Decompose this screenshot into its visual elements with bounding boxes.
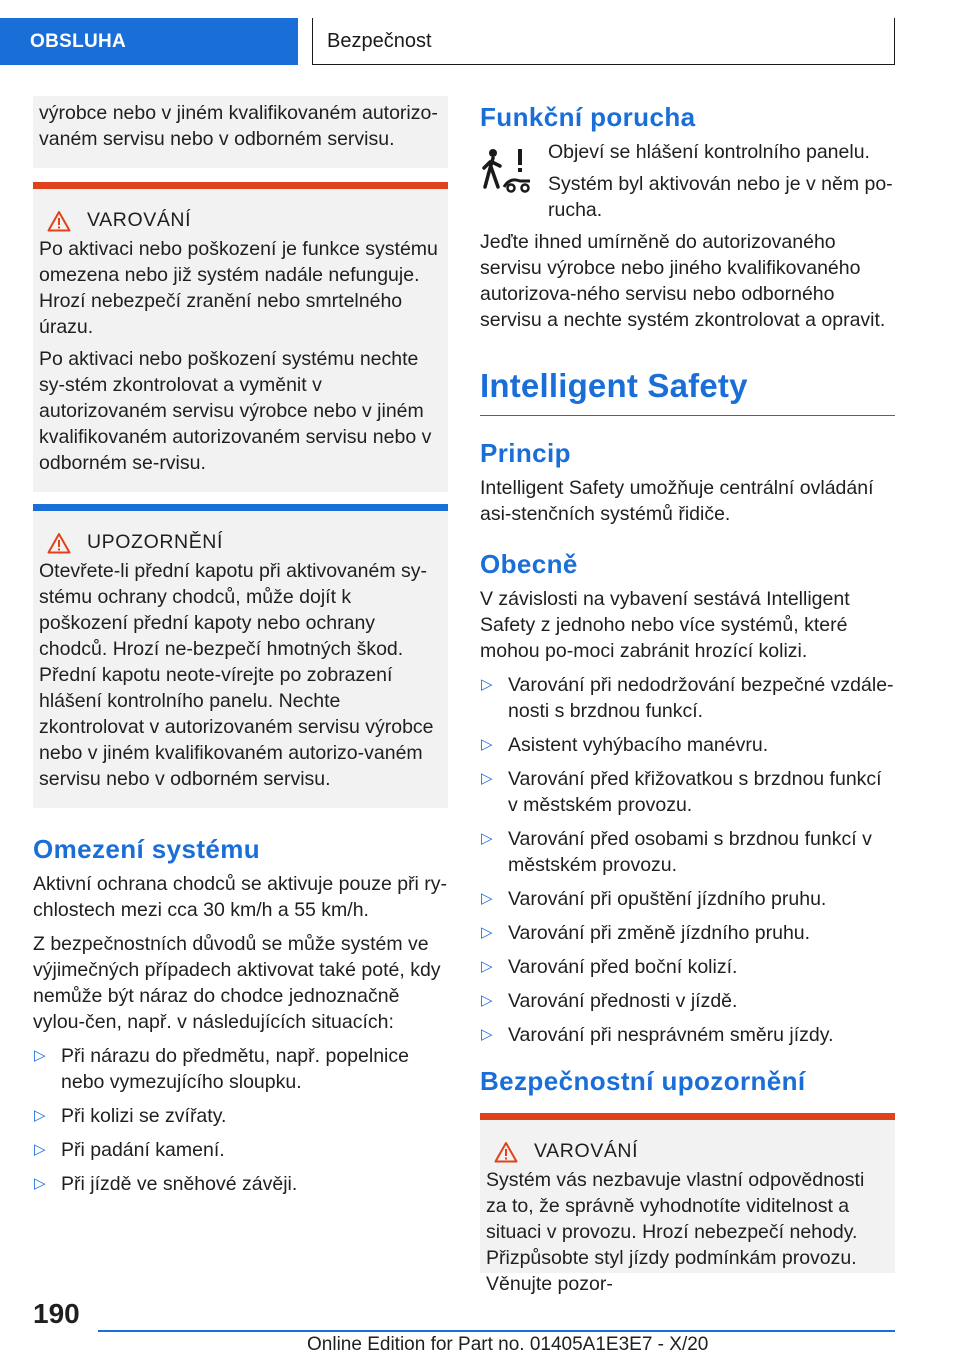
list-item [480, 1022, 895, 1048]
warning-paragraph: Po aktivaci nebo poškození je funkce systému omezena nebo již systém nadále nefunguje. Hrozí nebezpečí zranění nebo smrtelného úrazu. [39, 238, 438, 338]
safety-warning-paragraph: Systém vás nezbavuje vlastní odpovědnosti za to, že správně vyhodnotíte viditelnost a situaci v provozu. Hrozí nebezpečí nehody. Přizpůsobte styl jízdy podmínkám provozu. Věnujte pozor- [486, 1169, 865, 1295]
main-heading: Intelligent Safety [480, 367, 895, 416]
warning-triangle-icon [494, 1141, 518, 1163]
warning-box [33, 182, 448, 492]
triangle-bullet-icon: ▷ [481, 992, 493, 1009]
left-column [33, 96, 448, 1205]
list-item-text: Varování před osobami s brzdnou funkcí v městském provozu. [508, 828, 872, 876]
list-item [33, 1043, 448, 1095]
fault-indicator-row [480, 139, 895, 223]
right-column [480, 102, 895, 1295]
triangle-bullet-icon: ▷ [481, 676, 493, 693]
list-item-text: Varování při nesprávném směru jízdy. [508, 1024, 834, 1046]
list-item [480, 920, 895, 946]
caution-paragraph: Otevřete-li přední kapotu při aktivovaném sy-stému ochrany chodců, může dojít k poškození přední kapoty nebo ochrany chodců. Hrozí ne-bezpečí hmotných škod. Přední kapotu neote-vírejte po zobrazení hlášení kontrolního panelu. Nechte zkontrolovat v autorizovaném servisu výrobce nebo v jiném kvalifikovaném autorizo-vaném servisu nebo v odborném servisu. [39, 560, 434, 790]
limits-heading: Omezení systému [33, 834, 261, 864]
list-item-text: Asistent vyhýbacího manévru. [508, 734, 769, 756]
caution-box [33, 504, 448, 808]
general-paragraph: V závislosti na vybavení sestává Intelligent Safety z jednoho nebo více systémů, které mohou po-moci zabránit hrozící kolizi. [480, 588, 850, 662]
list-item [480, 886, 895, 912]
limits-list [33, 1043, 448, 1197]
fault-paragraph: Jeďte ihned umírněně do autorizovaného servisu výrobce nebo jiného kvalifikovaného autorizova-ného servisu nebo odborného servisu a nechte systém zkontrolovat a opravit. [480, 231, 886, 331]
list-item-text: Při jízdě ve sněhové závěji. [61, 1173, 298, 1195]
list-item-text: Varování při změně jízdního pruhu. [508, 922, 811, 944]
list-item-text: Varování před boční kolizí. [508, 956, 738, 978]
general-heading: Obecně [480, 549, 578, 579]
list-item-text: Varování při nedodržování bezpečné vzdále-nosti s brzdnou funkcí. [508, 674, 894, 722]
list-item [33, 1171, 448, 1197]
limits-paragraph: Z bezpečnostních důvodů se může systém ve výjimečných případech aktivovat také poté, kdy nemůže být náraz do chodce jednoznačně vylou-čen, např. v následujících situacích: [33, 933, 441, 1033]
caution-title: UPOZORNĚNÍ [87, 531, 224, 553]
list-item-text: Varování při opuštění jízdního pruhu. [508, 888, 827, 910]
list-item-text: Při nárazu do předmětu, např. popelnice nebo vymezujícího sloupku. [61, 1045, 409, 1093]
list-item [480, 732, 895, 758]
triangle-bullet-icon: ▷ [481, 958, 493, 975]
triangle-bullet-icon: ▷ [481, 830, 493, 847]
safety-warning-box [480, 1113, 895, 1295]
triangle-bullet-icon: ▷ [34, 1141, 46, 1158]
fault-heading: Funkční porucha [480, 102, 696, 132]
warning-header [39, 199, 442, 236]
list-item [480, 826, 895, 878]
list-item-text: Při kolizi se zvířaty. [61, 1105, 227, 1127]
safety-notes-heading: Bezpečnostní upozornění [480, 1066, 806, 1096]
limits-paragraph: Aktivní ochrana chodců se aktivuje pouze při ry-chlostech mezi cca 30 km/h a 55 km/h. [33, 873, 448, 921]
list-item-text: Varování přednosti v jízdě. [508, 990, 738, 1012]
fault-indicator-text [548, 139, 895, 223]
systems-list [480, 672, 895, 1048]
fault-line: Objeví se hlášení kontrolního panelu. [548, 141, 870, 163]
warning-paragraph: Po aktivaci nebo poškození systému nechte sy-stém zkontrolovat a vyměnit v autorizovaném servisu výrobce nebo v jiném kvalifikovaném autorizovaném servisu nebo v odborném se-rvisu. [39, 348, 432, 474]
principle-paragraph: Intelligent Safety umožňuje centrální ovládání asi-stenčních systémů řidiče. [480, 477, 874, 525]
list-item-text: Při padání kamení. [61, 1139, 225, 1161]
triangle-bullet-icon: ▷ [481, 890, 493, 907]
chapter-title: Bezpečnost [312, 18, 895, 65]
list-item [480, 954, 895, 980]
list-item [480, 766, 895, 818]
triangle-bullet-icon: ▷ [481, 1026, 493, 1043]
safety-warning-title: VAROVÁNÍ [534, 1140, 639, 1162]
list-item [480, 672, 895, 724]
list-item [33, 1137, 448, 1163]
footer-rule [98, 1330, 895, 1332]
warning-triangle-icon [47, 210, 71, 232]
continued-paragraph: výrobce nebo v jiném kvalifikovaném autorizo-vaném servisu nebo v odborném servisu. [39, 102, 438, 150]
continued-note-box [33, 96, 448, 168]
warning-title: VAROVÁNÍ [87, 209, 192, 231]
list-item [480, 988, 895, 1014]
triangle-bullet-icon: ▷ [481, 736, 493, 753]
footer-edition: Online Edition for Part no. 01405A1E3E7 - X/20 [307, 1334, 709, 1355]
pedestrian-protection-icon [480, 143, 534, 197]
principle-heading: Princip [480, 438, 571, 468]
triangle-bullet-icon: ▷ [481, 924, 493, 941]
warning-triangle-icon [47, 532, 71, 554]
list-item [33, 1103, 448, 1129]
safety-warning-header [486, 1130, 889, 1167]
section-tab: OBSLUHA [0, 18, 298, 65]
triangle-bullet-icon: ▷ [34, 1175, 46, 1192]
list-item-text: Varování před křižovatkou s brzdnou funkcí v městském provozu. [508, 768, 882, 816]
fault-line: Systém byl aktivován nebo je v něm po-rucha. [548, 173, 893, 221]
page-number: 190 [33, 1298, 80, 1329]
caution-header [39, 521, 442, 558]
triangle-bullet-icon: ▷ [481, 770, 493, 787]
triangle-bullet-icon: ▷ [34, 1107, 46, 1124]
triangle-bullet-icon: ▷ [34, 1047, 46, 1064]
